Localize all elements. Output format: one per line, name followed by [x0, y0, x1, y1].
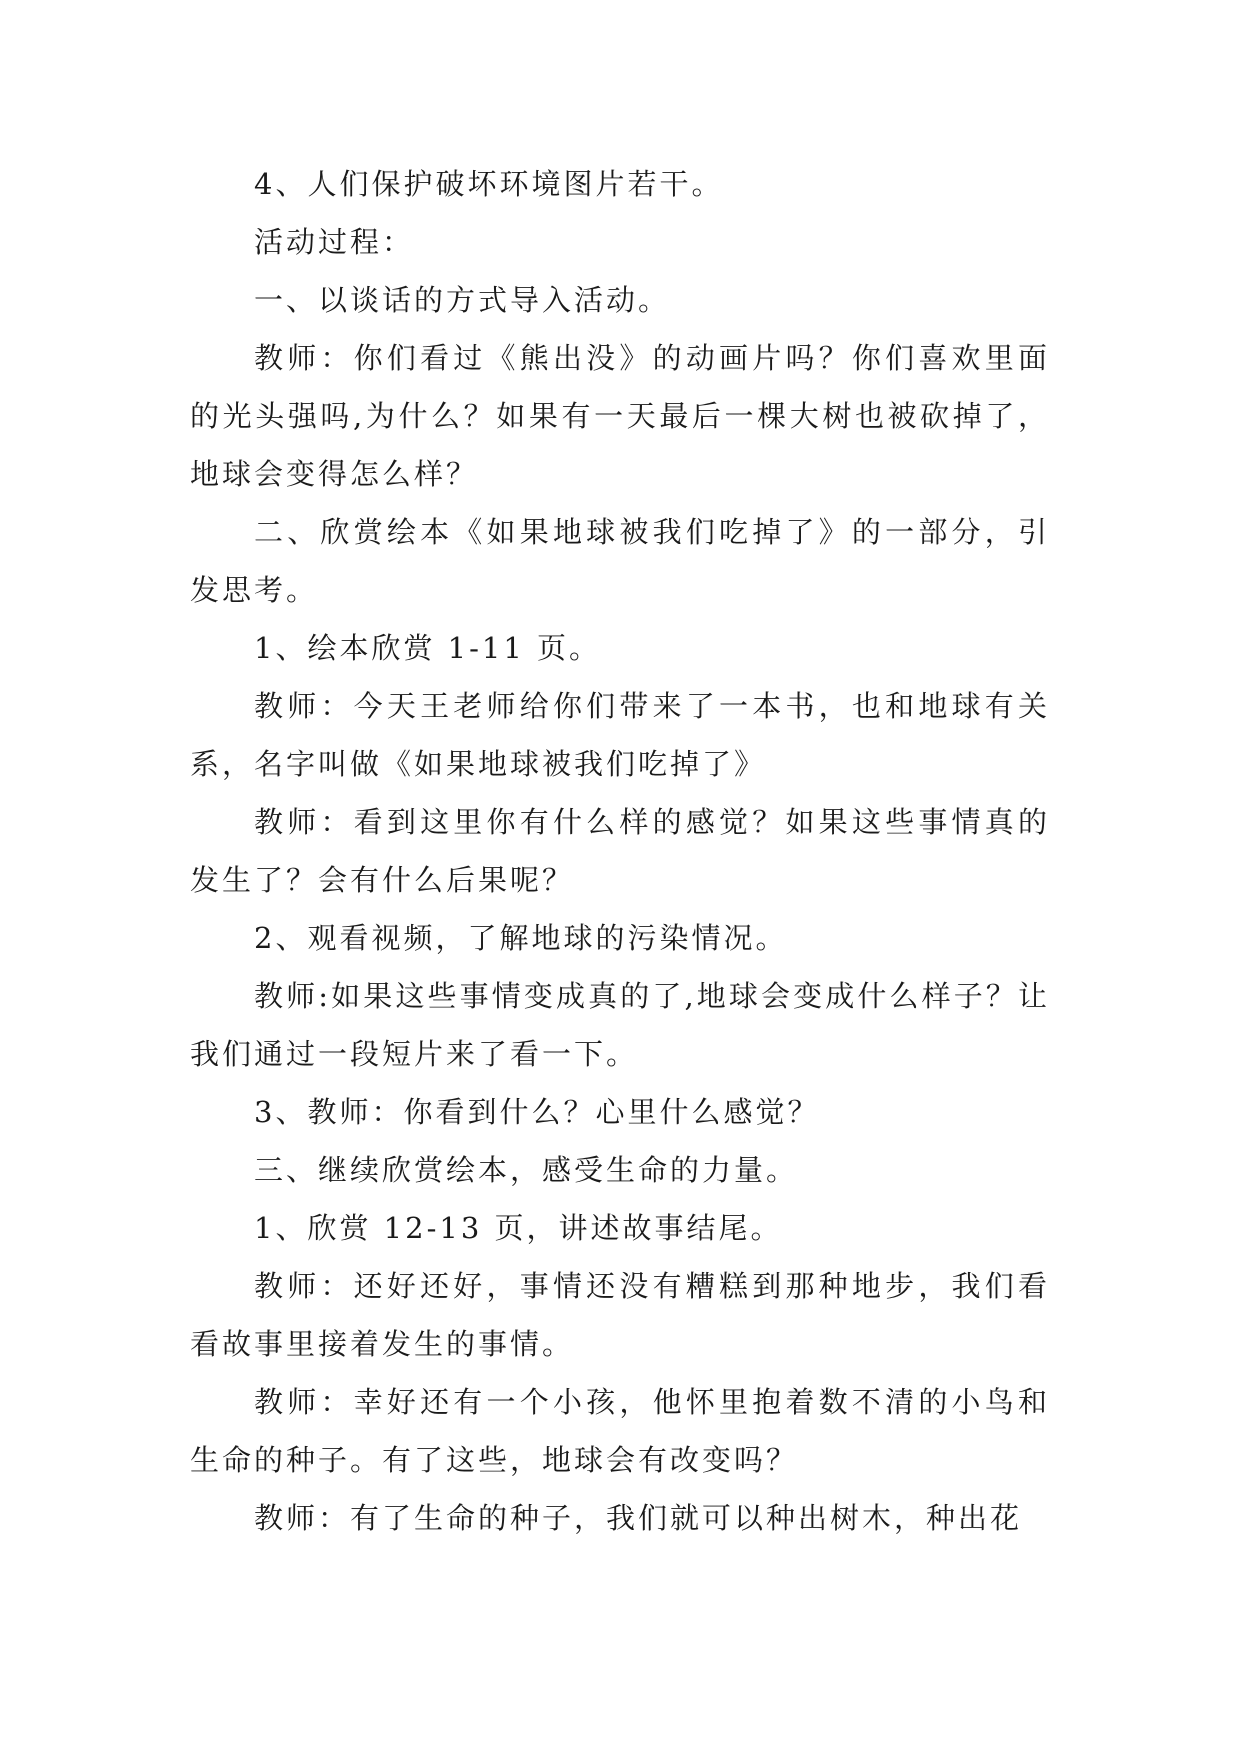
paragraph-teacher-child-seeds: 教师：幸好还有一个小孩，他怀里抱着数不清的小鸟和生命的种子。有了这些，地球会有改变吗？ [190, 1385, 1050, 1477]
paragraph-teacher-book-intro: 教师：今天王老师给你们带来了一本书，也和地球有关系，名字叫做《如果地球被我们吃掉了》 [190, 689, 1050, 781]
paragraph-activity-process-heading: 活动过程： [254, 225, 415, 259]
paragraph-step-1-picture-book: 1、绘本欣赏 1-11 页。 [254, 631, 602, 665]
paragraph-step-3-question: 3、教师：你看到什么？心里什么感觉？ [254, 1095, 820, 1129]
paragraph-step-2-video: 2、观看视频，了解地球的污染情况。 [254, 921, 788, 955]
paragraph-teacher-video-intro: 教师:如果这些事情变成真的了,地球会变成什么样子？让我们通过一段短片来了看一下。 [190, 979, 1050, 1071]
paragraph-step-1-ending: 1、欣赏 12-13 页，讲述故事结尾。 [254, 1211, 783, 1245]
document-body [190, 155, 1050, 1547]
paragraph-section-1-heading: 一、以谈话的方式导入活动。 [254, 283, 671, 317]
paragraph-section-3-heading: 三、继续欣赏绘本，感受生命的力量。 [254, 1153, 799, 1187]
paragraph-teacher-planting: 教师：有了生命的种子，我们就可以种出树木，种出花 [254, 1501, 1023, 1535]
paragraph-materials-item-4: 4、人们保护破坏环境图片若干。 [254, 167, 724, 201]
paragraph-teacher-story-continue: 教师：还好还好，事情还没有糟糕到那种地步，我们看看故事里接着发生的事情。 [190, 1269, 1050, 1361]
paragraph-teacher-intro-question: 教师：你们看过《熊出没》的动画片吗？你们喜欢里面的光头强吗,为什么？如果有一天最后一棵大树也被砍掉了，地球会变得怎么样？ [190, 341, 1050, 491]
paragraph-teacher-feeling-question: 教师：看到这里你有什么样的感觉？如果这些事情真的发生了？会有什么后果呢？ [190, 805, 1050, 897]
paragraph-section-2-heading: 二、欣赏绘本《如果地球被我们吃掉了》的一部分，引发思考。 [190, 515, 1050, 607]
